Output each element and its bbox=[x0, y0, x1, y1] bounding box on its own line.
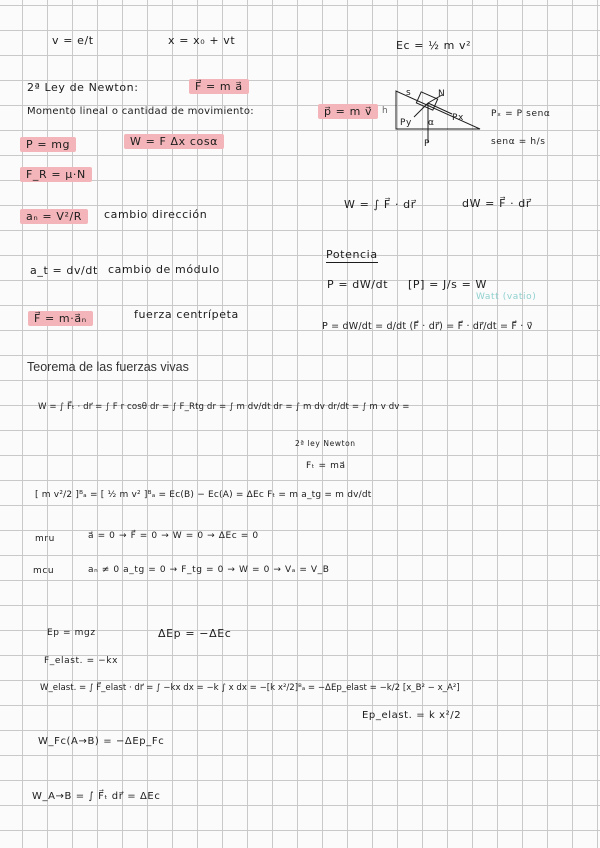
power-definition: P = dW/dt bbox=[327, 278, 389, 291]
dep-formula: ΔEp = −ΔEc bbox=[158, 627, 232, 640]
theorem-line1: W = ∫ F⃗ₜ · dr⃗ = ∫ F r cosθ dr = ∫ F_Rtg dr = ∫ m dv/dt dr = ∫ m dv dr/dt = ∫ m v dv = bbox=[38, 402, 410, 412]
felast-formula: F_elast. = −kx bbox=[44, 656, 119, 666]
tangent-accel-note: cambio de módulo bbox=[108, 263, 220, 276]
wfc-formula: W_Fc(A→B) = −ΔEp_Fc bbox=[38, 736, 165, 747]
newton-note: 2ª ley Newton bbox=[295, 439, 356, 448]
incline-sen-formula: senα = h/s bbox=[491, 137, 546, 147]
incline-s-label: s bbox=[406, 88, 412, 98]
tangent-accel-formula: a_t = dv/dt bbox=[30, 264, 98, 277]
theorem-title: Teorema de las fuerzas vivas bbox=[27, 360, 189, 374]
incline-px-formula: Pₓ = P senα bbox=[491, 109, 551, 119]
mcu-label: mcu bbox=[33, 566, 55, 576]
velocity-formula: v = e/t bbox=[52, 34, 94, 47]
kinetic-energy-formula: Ec = ½ m v² bbox=[396, 39, 472, 52]
normal-accel-note: cambio dirección bbox=[104, 208, 208, 221]
incline-h-label: h bbox=[382, 106, 389, 116]
normal-accel-formula: aₙ = V²/R bbox=[20, 209, 88, 224]
incline-p-label: P bbox=[424, 139, 431, 149]
incline-px-label: Px bbox=[452, 113, 464, 123]
momentum-formula: p⃗ = m v⃗ bbox=[318, 104, 378, 119]
weight-formula: P = mg bbox=[20, 137, 76, 152]
newton-label: 2ª Ley de Newton: bbox=[27, 81, 139, 94]
centripetal-formula: F⃗ = m·a⃗ₙ bbox=[28, 311, 93, 326]
incline-py-label: Py bbox=[400, 118, 412, 128]
work-formula: W = F Δx cosα bbox=[124, 134, 224, 149]
wab-formula: W_A→B = ∫ F⃗ₜ dr⃗ = ΔEc bbox=[32, 791, 161, 802]
incline-alpha-label: α bbox=[428, 118, 435, 128]
momentum-label: Momento lineal o cantidad de movimiento: bbox=[27, 106, 254, 117]
theorem-line2: [ m v²/2 ]ᴮₐ = [ ½ m v² ]ᴮₐ = Ec(B) − Ec(A) = ΔEc Fₜ = m a_tg = m dv/dt bbox=[35, 490, 372, 500]
friction-formula: F_R = μ·N bbox=[20, 167, 92, 182]
ep-formula: Ep = mgz bbox=[47, 628, 96, 638]
welast-formula: W_elast. = ∫ F⃗_elast · dr⃗ = ∫ −kx dx = −k ∫ x dx = −[k x²/2]ᴮₐ = −ΔEp_elast = −k/2 [x_B² − x_A²] bbox=[40, 683, 460, 693]
power-title: Potencia bbox=[326, 248, 378, 261]
power-derivation: P = dW/dt = d/dt (F⃗ · dr⃗) = F⃗ · dr⃗/dt = F⃗ · v⃗ bbox=[322, 321, 533, 332]
incline-n-label: N bbox=[438, 89, 446, 99]
centripetal-note: fuerza centrípeta bbox=[134, 308, 239, 321]
mru-label: mru bbox=[35, 534, 55, 544]
position-formula: x = x₀ + vt bbox=[168, 34, 236, 47]
epelast-formula: Ep_elast. = k x²/2 bbox=[362, 710, 462, 721]
power-unit: [P] = J/s = W bbox=[408, 278, 487, 291]
tangent-force: Fₜ = ma⃗ bbox=[306, 461, 346, 471]
mcu-content: aₙ ≠ 0 a_tg = 0 → F_tg = 0 → W = 0 → Vₐ = V_B bbox=[88, 565, 330, 575]
newton-formula: F⃗ = m a⃗ bbox=[189, 79, 249, 94]
work-differential: dW = F⃗ · dr⃗ bbox=[462, 197, 531, 210]
work-integral: W = ∫ F⃗ · dr⃗ bbox=[344, 198, 416, 211]
mru-content: a⃗ = 0 → F⃗ = 0 → W = 0 → ΔEc = 0 bbox=[88, 531, 259, 541]
watt-annotation: Watt (vatio) bbox=[476, 292, 537, 302]
